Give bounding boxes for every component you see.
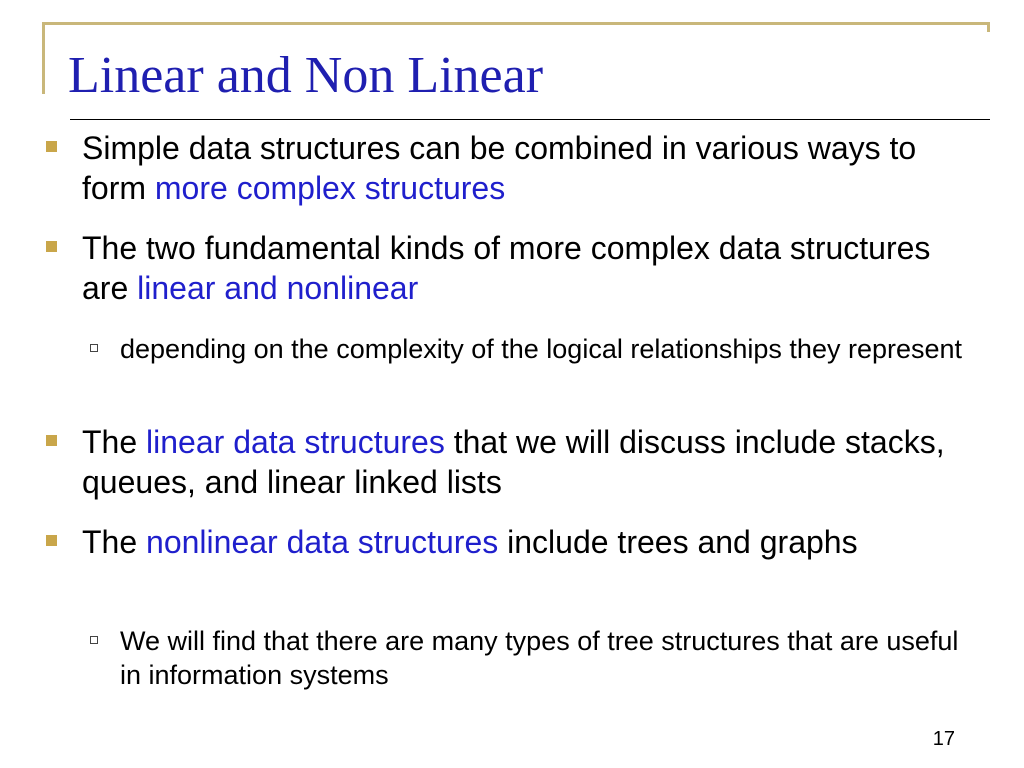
sub-bullet-item bbox=[120, 332, 980, 366]
bullet-item bbox=[82, 228, 982, 308]
hollow-square-bullet-icon bbox=[90, 344, 98, 352]
bullet-highlight: more complex structures bbox=[154, 170, 506, 206]
bullet-text-tail: that we will discuss include stacks, queues, and linear linked lists bbox=[82, 424, 945, 500]
bullet-highlight: linear data structures bbox=[146, 424, 445, 460]
bullet-highlight: linear and nonlinear bbox=[137, 270, 419, 306]
page-number: 17 bbox=[932, 728, 955, 750]
bullet-item bbox=[82, 422, 982, 502]
bullet-text: The bbox=[82, 524, 147, 560]
slide-title: Linear and Non Linear bbox=[68, 47, 544, 104]
square-bullet-icon bbox=[46, 141, 57, 152]
bullet-item bbox=[82, 128, 982, 208]
bullet-item bbox=[82, 522, 982, 562]
bullet-highlight: nonlinear data structures bbox=[146, 524, 499, 560]
bullet-text: The bbox=[82, 424, 147, 460]
bullet-text: Simple data structures can be combined in various ways to form bbox=[82, 130, 917, 206]
sub-bullet-item bbox=[120, 624, 980, 692]
bullet-text-tail: include trees and graphs bbox=[498, 524, 858, 560]
hollow-square-bullet-icon bbox=[90, 636, 98, 644]
square-bullet-icon bbox=[46, 535, 57, 546]
square-bullet-icon bbox=[46, 241, 57, 252]
sub-bullet-text: We will find that there are many types of tree structures that are useful in information systems bbox=[120, 626, 959, 690]
square-bullet-icon bbox=[46, 435, 57, 446]
sub-bullet-text: depending on the complexity of the logical relationships they represent bbox=[120, 334, 963, 364]
bullet-text: The two fundamental kinds of more complex data structures are bbox=[82, 230, 931, 306]
